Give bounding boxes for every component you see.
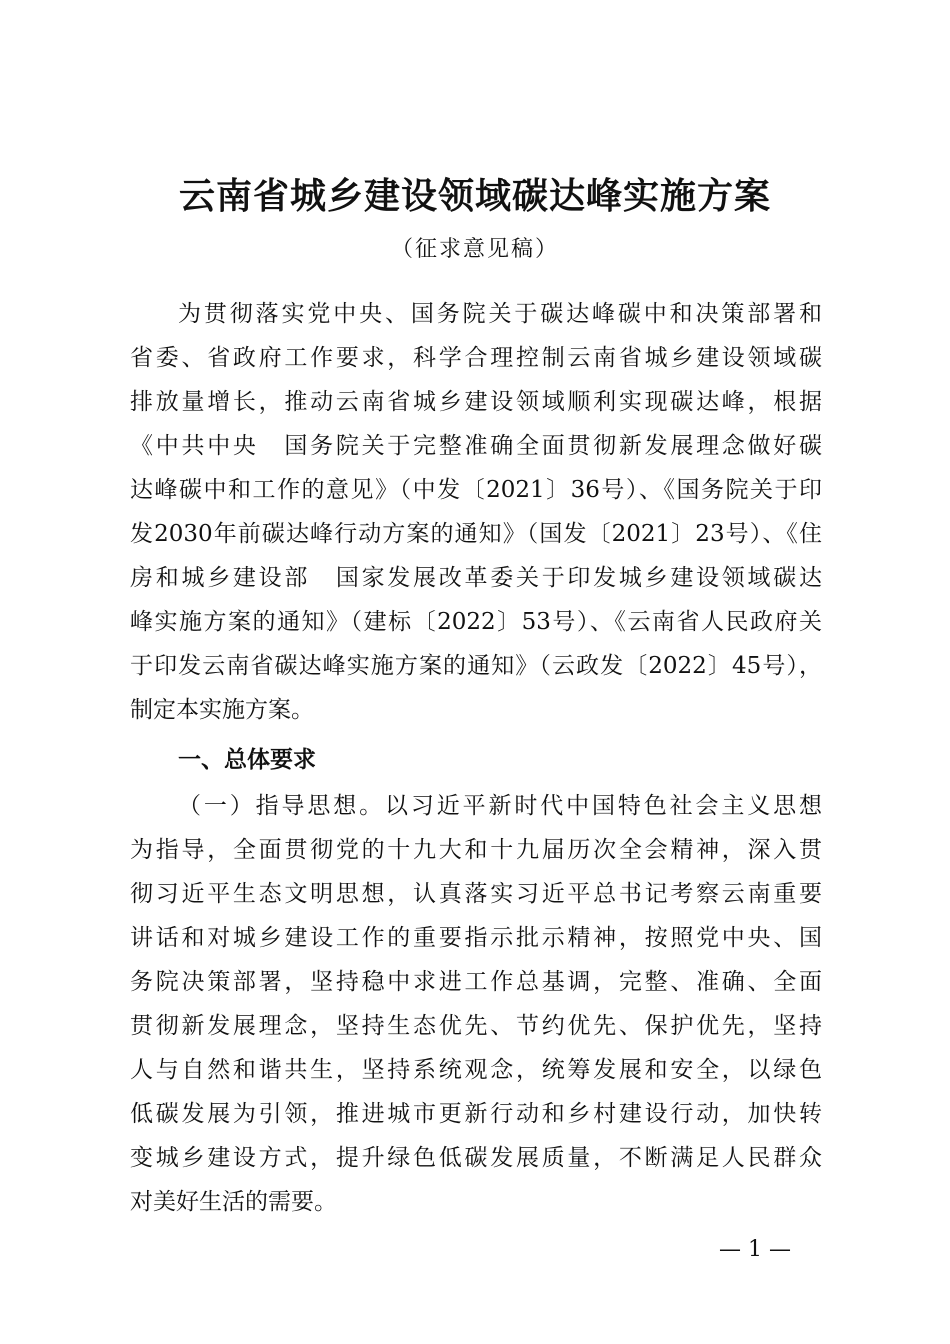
paragraph-2-line: 贯彻新发展理念，坚持生态优先、节约优先、保护优先，坚持 [130, 1013, 822, 1039]
paragraph-2-line: 务院决策部署，坚持稳中求进工作总基调，完整、准确、全面 [130, 969, 822, 995]
paragraph-1-line: 达峰碳中和工作的意见》（中发〔2021〕36号）、《国务院关于印 [130, 477, 822, 503]
paragraph-2-line: 低碳发展为引领，推进城市更新行动和乡村建设行动，加快转 [130, 1101, 822, 1127]
page-number: — 1 — [719, 1237, 791, 1262]
paragraph-1-line: 为贯彻落实党中央、国务院关于碳达峰碳中和决策部署和 [178, 301, 822, 327]
paragraph-1-line: 《中共中央 国务院关于完整准确全面贯彻新发展理念做好碳 [130, 433, 822, 459]
paragraph-2-line: 彻习近平生态文明思想，认真落实习近平总书记考察云南重要 [130, 881, 822, 907]
paragraph-2-line: 人与自然和谐共生，坚持系统观念，统筹发展和安全，以绿色 [130, 1057, 822, 1083]
paragraph-1-line: 排放量增长，推动云南省城乡建设领域顺利实现碳达峰，根据 [130, 389, 822, 415]
paragraph-1-line: 省委、省政府工作要求，科学合理控制云南省城乡建设领域碳 [130, 345, 822, 371]
document-subtitle: （征求意见稿） [390, 237, 559, 262]
paragraph-1-line: 发2030年前碳达峰行动方案的通知》（国发〔2021〕23号）、《住 [130, 521, 822, 547]
paragraph-1-line: 房和城乡建设部 国家发展改革委关于印发城乡建设领域碳达 [130, 565, 822, 591]
paragraph-2-line: 为指导，全面贯彻党的十九大和十九届历次全会精神，深入贯 [130, 837, 822, 863]
paragraph-1-line: 于印发云南省碳达峰实施方案的通知》（云政发〔2022〕45号）， [130, 653, 822, 679]
paragraph-2-line: （一）指导思想。以习近平新时代中国特色社会主义思想 [178, 793, 822, 819]
document-title: 云南省城乡建设领域碳达峰实施方案 [178, 175, 771, 217]
paragraph-2-line: 变城乡建设方式，提升绿色低碳发展质量，不断满足人民群众 [130, 1145, 822, 1171]
paragraph-2-line: 讲话和对城乡建设工作的重要指示批示精神，按照党中央、国 [130, 925, 822, 951]
paragraph-1-line: 制定本实施方案。 [130, 697, 314, 723]
section-heading: 一、总体要求 [178, 747, 316, 773]
paragraph-1-line: 峰实施方案的通知》（建标〔2022〕53号）、《云南省人民政府关 [130, 609, 822, 635]
paragraph-2-line: 对美好生活的需要。 [130, 1189, 337, 1215]
